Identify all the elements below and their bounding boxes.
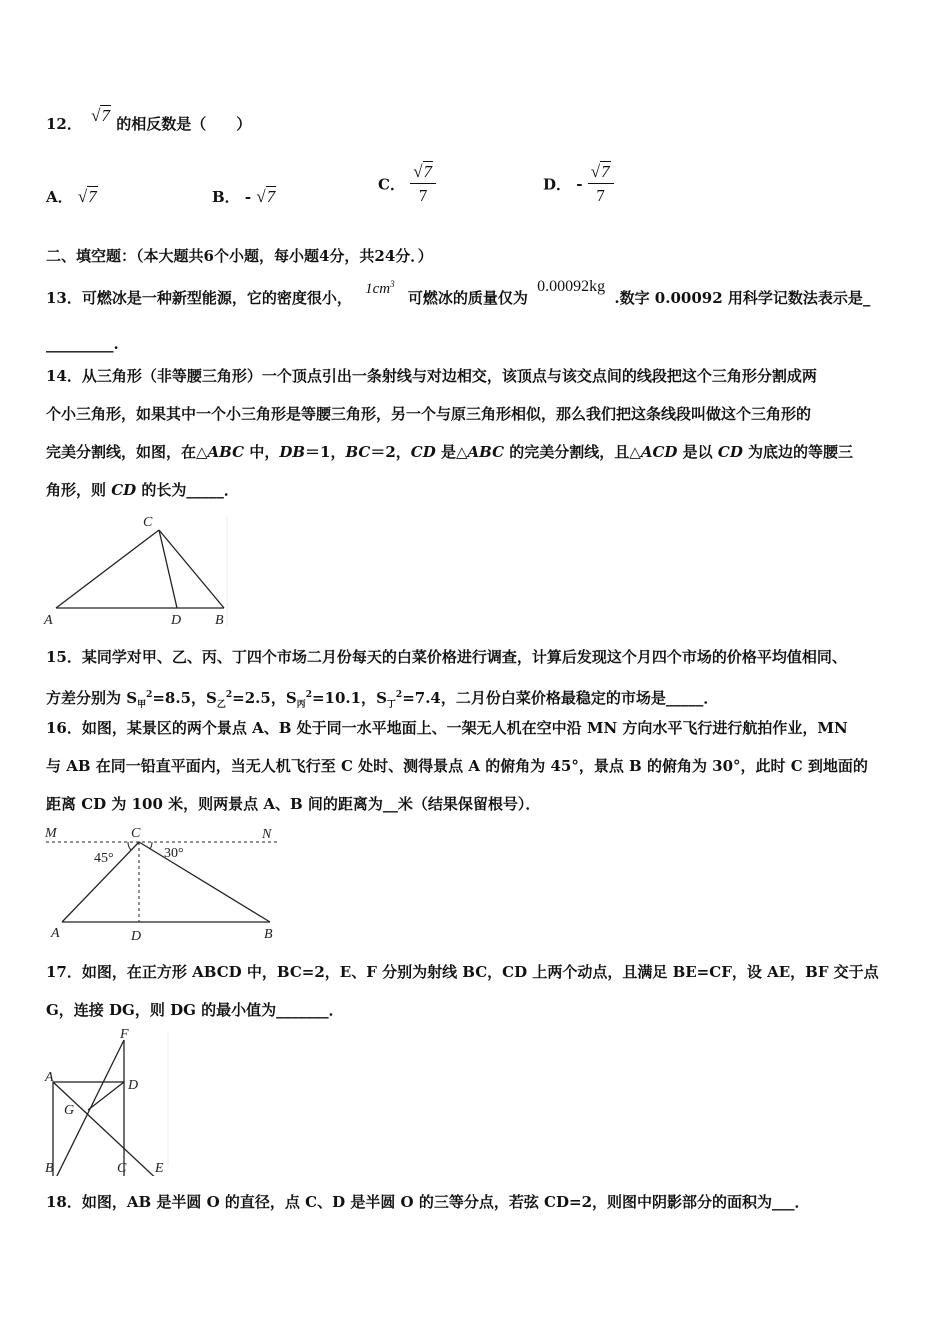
q16-line1: 16．如图，某景区的两个景点 A、B 处于同一水平地面上、一架无人机在空中沿 MN 方向水平飞行进行航拍作业，MN	[46, 719, 848, 737]
q13-blank: _________.	[46, 335, 119, 353]
q16-label-c: C	[131, 826, 141, 841]
q12-option-a[interactable]: A． √7	[46, 187, 97, 206]
q14-line4: 角形，则 CD 的长为_____．	[46, 481, 239, 499]
q12-text: 的相反数是（ ）	[116, 115, 252, 133]
q12-option-c[interactable]: C． $\frac{√7}{7}$	[378, 162, 436, 206]
q17-label-e: E	[155, 1161, 164, 1176]
q17-line1: 17．如图，在正方形 ABCD 中，BC=2，E、F 分别为射线 BC，CD 上两个动点，且满足 BE=CF，设 AE，BF 交于点	[46, 963, 879, 981]
q16-line3: 距离 CD 为 100 米，则两景点 A、B 间的距离为__米（结果保留根号）．	[46, 795, 541, 813]
q13-line1: 13．可燃冰是一种新型能源，它的密度很小， $1cm^3$ 可燃冰的质量仅为 0.00092kg .数字 0.00092 用科学记数法表示是_	[46, 278, 871, 307]
q16-drone-figure	[42, 822, 282, 944]
q12-number: 12．	[46, 115, 82, 133]
q14-triangle-figure	[42, 510, 234, 630]
q12-option-d[interactable]: D． - $\frac{√7}{7}$	[543, 162, 614, 206]
q16-line2: 与 AB 在同一铅直平面内，当无人机飞行至 C 处时、测得景点 A 的俯角为 45°，景点 B 的俯角为 30°，此时 C 到地面的	[46, 757, 868, 775]
q14-label-b: B	[215, 613, 224, 628]
q16-label-m: M	[45, 826, 57, 841]
q12-sqrt: √7	[91, 106, 110, 125]
q17-line2: G，连接 DG，则 DG 的最小值为_______．	[46, 1001, 344, 1019]
q17-label-d: D	[128, 1078, 139, 1093]
q18-line1: 18．如图，AB 是半圆 O 的直径，点 C、D 是半圆 O 的三等分点，若弦 CD=2，则图中阴影部分的面积为___．	[46, 1193, 810, 1211]
q14-label-d: D	[171, 613, 182, 628]
q16-label-b: B	[264, 927, 273, 942]
section-title: 二、填空题：（本大题共6个小题，每小题4分，共24分．）	[46, 247, 433, 265]
q17-label-f: F	[120, 1027, 129, 1042]
q13-mass: 0.00092kg	[537, 278, 606, 295]
q14-label-c: C	[143, 515, 153, 530]
q15-line2: 方差分别为 $S_甲^2=8.5$，$S_乙^2=2.5$，$S_丙^2=10.1$，$S_丁^2=7.4$，二月份白菜价格最稳定的市场是_____．	[46, 689, 719, 710]
q13-volume: $1cm^3$	[365, 279, 395, 297]
q16-angle-45: 45°	[94, 851, 114, 866]
q17-label-c: C	[117, 1161, 127, 1176]
q16-label-d: D	[131, 929, 142, 944]
q12-fraction-c: $\frac{√7}{7}$	[410, 162, 436, 206]
q14-label-a: A	[44, 613, 53, 628]
q12-fraction-d: $\frac{√7}{7}$	[588, 162, 614, 206]
q17-label-b: B	[45, 1161, 54, 1176]
q14-line3: 完美分割线，如图，在△ABC 中，DB＝1，BC＝2，CD 是△ABC 的完美分割线，且△ACD 是以 CD 为底边的等腰三	[46, 443, 854, 461]
q17-label-g: G	[64, 1103, 75, 1118]
q17-square-figure	[42, 1026, 174, 1176]
q15-line1: 15．某同学对甲、乙、丙、丁四个市场二月份每天的白菜价格进行调查，计算后发现这个月四个市场的价格平均值相同、	[46, 648, 847, 666]
q16-label-n: N	[262, 827, 272, 842]
q16-label-a: A	[51, 926, 60, 941]
q14-line1: 14．从三角形（非等腰三角形）一个顶点引出一条射线与对边相交，该顶点与该交点间的线段把这个三角形分割成两	[46, 367, 817, 385]
q16-angle-30: 30°	[164, 846, 184, 861]
q12-option-b[interactable]: B． - √7	[212, 187, 276, 206]
q17-label-a: A	[45, 1070, 54, 1085]
q12-stem	[46, 106, 252, 134]
q14-line2: 个小三角形，如果其中一个小三角形是等腰三角形，另一个与原三角形相似，那么我们把这条线段叫做这个三角形的	[46, 405, 812, 423]
